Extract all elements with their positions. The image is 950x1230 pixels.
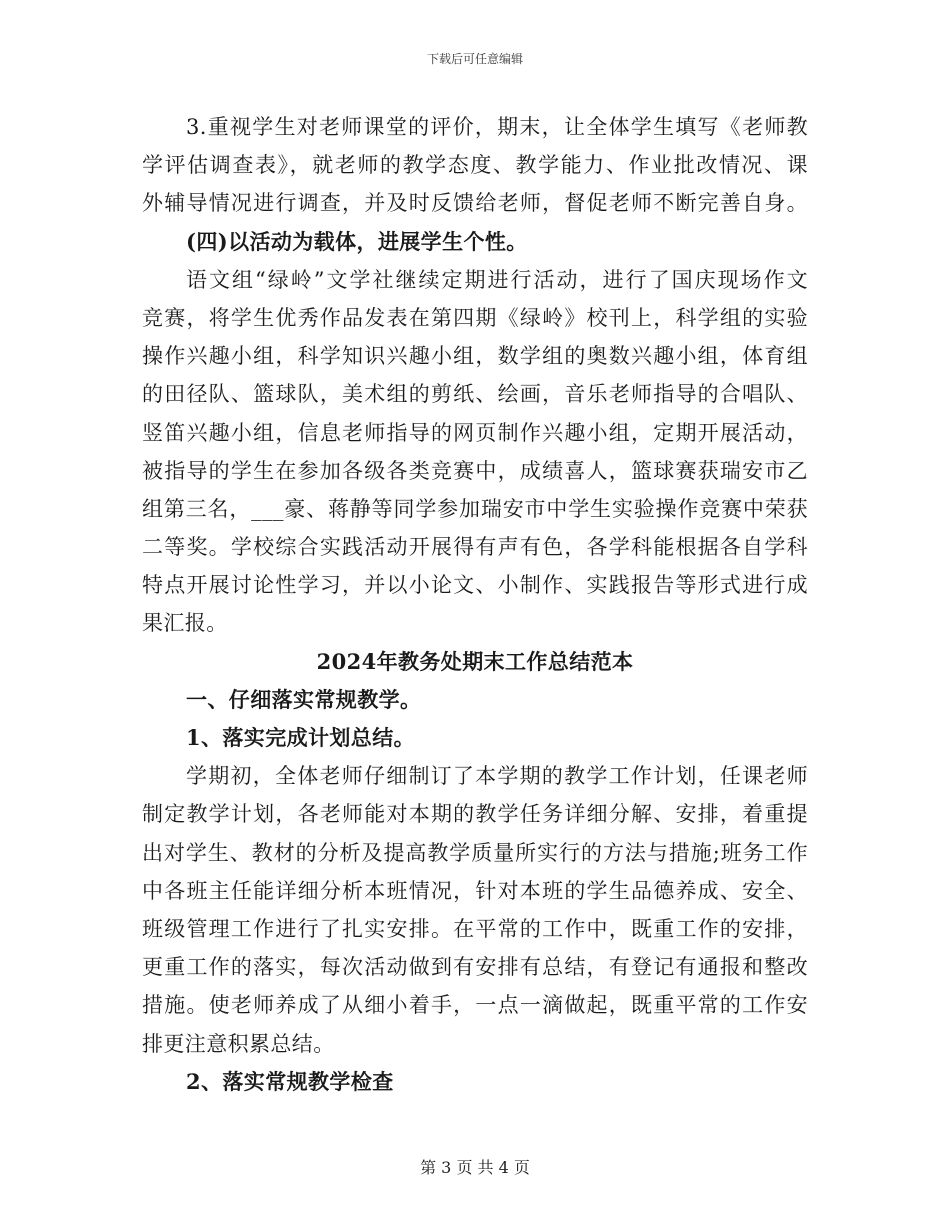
- paragraph-line: 制定教学计划，各老师能对本期的教学任务详细分解、安排，着重提: [142, 802, 808, 827]
- paragraph-line: 外辅导情况进行调查，并及时反馈给老师，督促老师不断完善自身。: [142, 191, 808, 216]
- paragraph-line: 的田径队、篮球队，美术组的剪纸、绘画，音乐老师指导的合唱队、: [142, 382, 808, 407]
- paragraph-line: 语文组“绿岭”文学社继续定期进行活动，进行了国庆现场作文: [186, 267, 808, 292]
- section-title: 2024年教务处期末工作总结范本: [316, 648, 634, 674]
- paragraph-line: 果汇报。: [142, 611, 228, 636]
- paragraph-line: 被指导的学生在参加各级各类竞赛中，成绩喜人，篮球赛获瑞安市乙: [142, 458, 808, 483]
- paragraph-line: 竖笛兴趣小组，信息老师指导的网页制作兴趣小组，定期开展活动，: [142, 420, 808, 445]
- page-number-footer: 第 3 页 共 4 页: [420, 1158, 530, 1177]
- paragraph-line: 特点开展讨论性学习，并以小论文、小制作、实践报告等形式进行成: [142, 573, 808, 598]
- paragraph-line: 竞赛，将学生优秀作品发表在第四期《绿岭》校刊上，科学组的实验: [142, 305, 808, 330]
- paragraph-line: 学期初，全体老师仔细制订了本学期的教学工作计划，任课老师: [186, 764, 808, 789]
- paragraph-line: 学评估调查表》，就老师的教学态度、教学能力、作业批改情况、课: [142, 153, 808, 178]
- paragraph-line: 排更注意积累总结。: [142, 1031, 335, 1056]
- paragraph-line: 更重工作的落实，每次活动做到有安排有总结，有登记有通报和整改: [142, 955, 808, 980]
- paragraph-line: 班级管理工作进行了扎实安排。在平常的工作中，既重工作的安排，: [142, 916, 808, 941]
- document-body: [142, 108, 808, 1101]
- paragraph-line: 中各班主任能详细分析本班情况，针对本班的学生品德养成、安全、: [142, 878, 808, 903]
- section-heading: 1、落实完成计划总结。: [186, 725, 416, 750]
- section-heading: 一、仔细落实常规教学。: [186, 686, 422, 712]
- section-heading: (四)以活动为载体，进展学生个性。: [186, 228, 528, 254]
- paragraph-line: 组第三名，___豪、蒋静等同学参加瑞安市中学生实验操作竞赛中荣获: [142, 496, 808, 521]
- paragraph-line: 措施。使老师养成了从细小着手，一点一滴做起，既重平常的工作安: [142, 993, 808, 1018]
- section-heading: 2、落实常规教学检查: [186, 1068, 394, 1094]
- paragraph-line: 二等奖。学校综合实践活动开展得有声有色，各学科能根据各自学科: [142, 535, 808, 560]
- paragraph-line: 操作兴趣小组，科学知识兴趣小组，数学组的奥数兴趣小组，体育组: [142, 344, 808, 369]
- paragraph-line: 出对学生、教材的分析及提高教学质量所实行的方法与措施;班务工作: [142, 840, 808, 865]
- page-header-note: 下载后可任意编辑: [426, 52, 523, 66]
- paragraph-line: 3.重视学生对老师课堂的评价，期末，让全体学生填写《老师教: [186, 115, 808, 139]
